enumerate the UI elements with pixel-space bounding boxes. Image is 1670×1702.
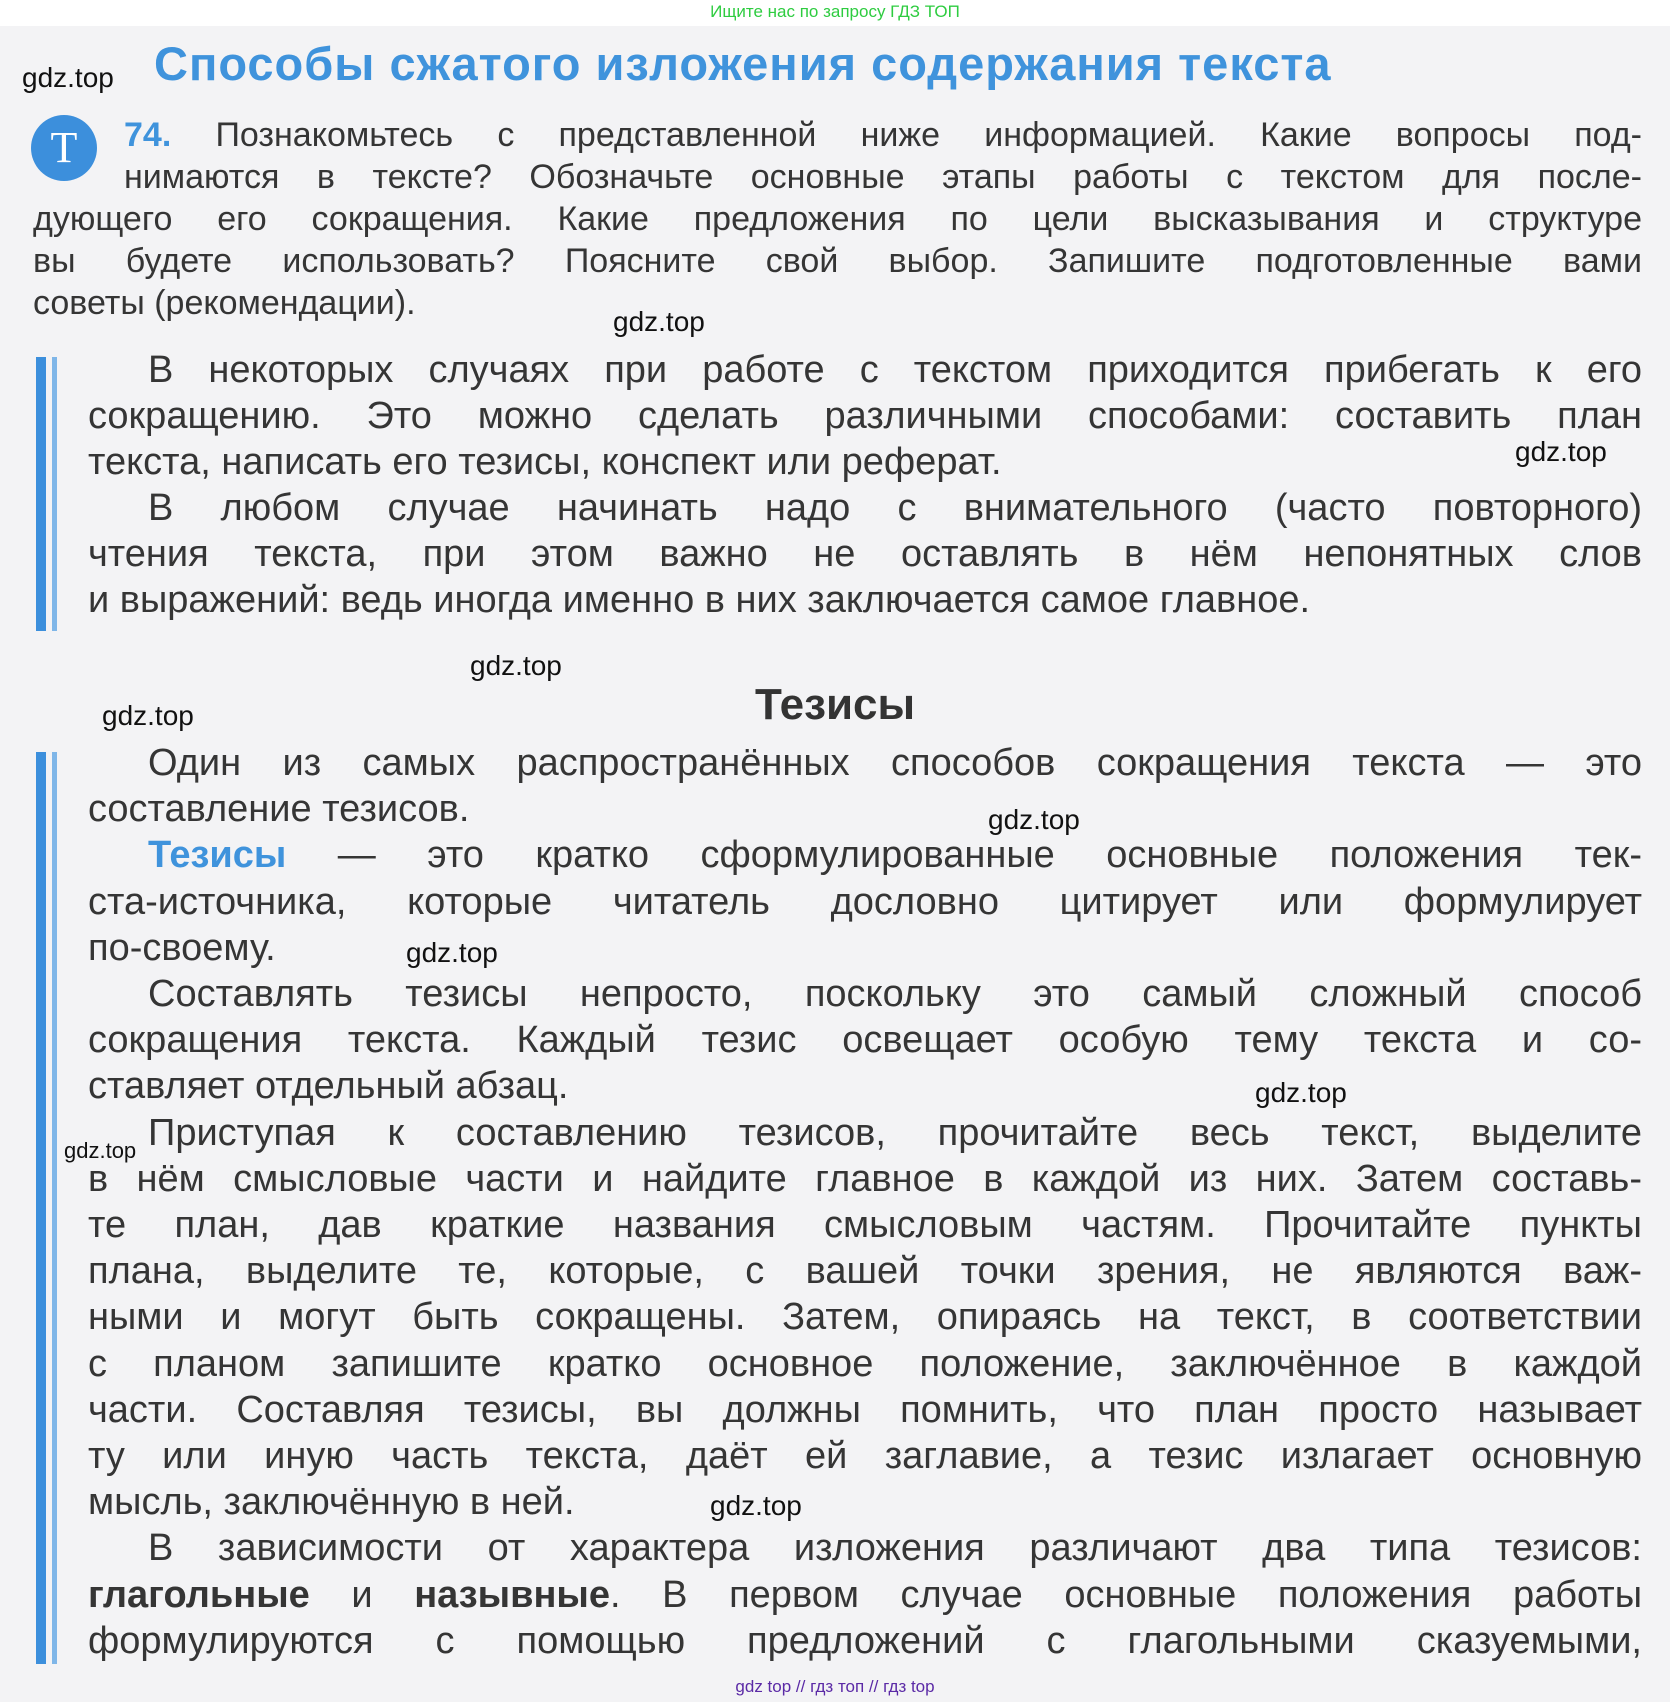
section-bar-right (52, 752, 57, 1664)
text-segment: мысль, заключённую в ней. (88, 1481, 575, 1524)
paragraph-line (88, 925, 1642, 971)
paragraph-line (88, 1202, 1642, 1248)
text-segment: в нём смысловые части и найдите главное в каждой из них. Затем составь- (88, 1157, 1642, 1200)
gdz-watermark: gdz.top (406, 937, 498, 968)
term-highlight: Тезисы (148, 834, 287, 877)
text-segment: В некоторых случаях при работе с текстом приходится прибегать к его (148, 349, 1642, 391)
text-segment: В зависимости от характера изложения различают два типа тезисов: (148, 1527, 1642, 1570)
bold-term: назывные (414, 1573, 611, 1616)
paragraph-line (88, 1479, 1642, 1525)
text-segment: текста, написать его тезисы, конспект или реферат. (88, 441, 1002, 483)
paragraph-line (88, 1017, 1642, 1063)
bottom-watermark: gdz top // гдз топ // гдз top (735, 1677, 935, 1696)
text-segment: сокращения текста. Каждый тезис освещает особую тему текста и со- (88, 1019, 1642, 1062)
paragraph-line (148, 740, 1642, 786)
paragraph-line (88, 1156, 1642, 1202)
page-title: Способы сжатого изложения содержания текста (154, 37, 1332, 90)
paragraph-line (88, 1433, 1642, 1479)
paragraph-line (88, 1572, 1642, 1618)
paragraph-line (88, 1341, 1642, 1387)
section-bar-left (36, 752, 46, 1664)
gdz-watermark: gdz.top (613, 306, 705, 337)
text-segment: Приступая к составлению тезисов, прочитайте весь текст, выделите (148, 1111, 1642, 1154)
text-segment: части. Составляя тезисы, вы должны помнить, что план просто называет (88, 1388, 1642, 1431)
gdz-watermark: gdz.top (1515, 436, 1607, 467)
text-segment: формулируются с помощью предложений с глагольными сказуемыми, (88, 1619, 1642, 1662)
text-segment: плана, выделите те, которые, с вашей точки зрения, не являются важ- (88, 1250, 1642, 1293)
gdz-watermark: gdz.top (710, 1490, 802, 1521)
paragraph-line (88, 786, 1642, 832)
text-segment: — это кратко сформулированные основные положения тек- (286, 834, 1642, 877)
paragraph-line (88, 393, 1642, 439)
theory-badge-icon: Т (31, 115, 97, 181)
text-segment: Познакомьтесь с представленной ниже информацией. Какие вопросы под- (215, 116, 1642, 154)
text-segment: . В первом случае основные положения работы (610, 1573, 1643, 1616)
text-segment: ными и могут быть сокращены. Затем, опираясь на текст, в соответствии (88, 1296, 1642, 1339)
intro-bar-right (52, 357, 57, 631)
text-segment: сокращению. Это можно сделать различными способами: составить план (88, 395, 1642, 437)
paragraph-line (88, 1294, 1642, 1340)
gdz-watermark: gdz.top (1255, 1077, 1347, 1108)
text-segment: ста-источника, которые читатель дословно цитирует или формулирует (88, 880, 1642, 923)
text-segment: составление тезисов. (88, 788, 470, 831)
paragraph-line (88, 1387, 1642, 1433)
task-line (33, 240, 1642, 282)
gdz-watermark: gdz.top (64, 1138, 137, 1163)
text-segment: дующего его сокращения. Какие предложения по цели высказывания и структуре (33, 200, 1642, 238)
paragraph-line (88, 1248, 1642, 1294)
paragraph-line (148, 485, 1642, 531)
paragraph-line (88, 879, 1642, 925)
gdz-watermark: gdz.top (102, 700, 194, 731)
text-segment: с планом запишите кратко основное положение, заключённое в каждой (88, 1342, 1642, 1385)
text-segment: чтения текста, при этом важно не оставлять в нём непонятных слов (88, 533, 1642, 575)
text-segment: вы будете использовать? Поясните свой выбор. Запишите подготовленные вами (33, 242, 1642, 280)
task-line (124, 114, 1642, 156)
gdz-watermark: gdz.top (470, 650, 562, 681)
paragraph-line (88, 1618, 1642, 1664)
task-line (33, 282, 1642, 324)
paragraph-line (148, 347, 1642, 393)
text-segment: Один из самых распространённых способов сокращения текста — это (148, 742, 1642, 784)
text-segment: Составлять тезисы непросто, поскольку это самый сложный способ (148, 973, 1642, 1015)
text-segment: В любом случае начинать надо с внимательного (часто повторного) (148, 487, 1642, 529)
paragraph-line (148, 1110, 1642, 1156)
text-segment: ту или иную часть текста, даёт ей заглавие, а тезис излагает основную (88, 1435, 1642, 1477)
gdz-watermark: gdz.top (22, 62, 114, 93)
task-line (33, 198, 1642, 240)
paragraph-line (88, 1063, 1642, 1109)
text-segment: по-своему. (88, 926, 276, 969)
text-segment: те план, дав краткие названия смысловым частям. Прочитайте пункты (88, 1204, 1642, 1246)
paragraph-line (148, 971, 1642, 1017)
task-number: 74. (124, 116, 216, 154)
task-line (124, 156, 1642, 198)
paragraph-line (88, 439, 1642, 485)
text-segment: нимаются в тексте? Обозначьте основные этапы работы с текстом для после- (124, 158, 1642, 196)
bold-term: глагольные (88, 1573, 310, 1616)
top-watermark: Ищите нас по запросу ГДЗ ТОП (710, 2, 960, 21)
text-segment: и (309, 1573, 415, 1616)
paragraph-line (148, 832, 1642, 878)
text-segment: и выражений: ведь иногда именно в них заключается самое главное. (88, 579, 1311, 621)
section-heading: Тезисы (754, 680, 916, 729)
paragraph-line (88, 531, 1642, 577)
paragraph-line (148, 1525, 1642, 1571)
text-segment: советы (рекомендации). (33, 284, 416, 322)
text-segment: ставляет отдельный абзац. (88, 1065, 569, 1108)
intro-bar-left (36, 357, 46, 631)
paragraph-line (88, 577, 1642, 623)
gdz-watermark: gdz.top (988, 804, 1080, 835)
